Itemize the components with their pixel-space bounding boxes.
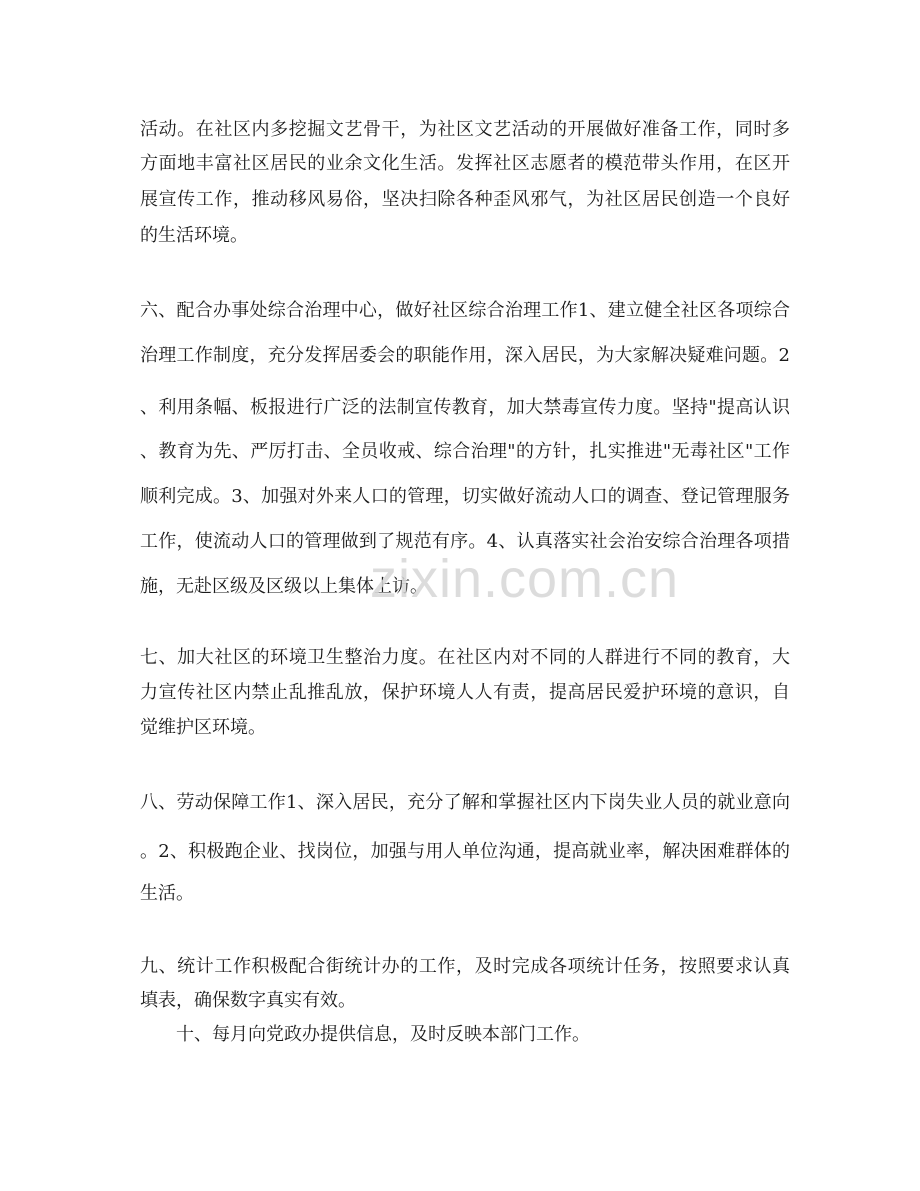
paragraph-line: 力宣传社区内禁止乱推乱放，保护环境人人有责，提高居民爱护环境的意识，自 — [140, 682, 790, 703]
paragraph-line: 活动。在社区内多挖掘文艺骨干，为社区文艺活动的开展做好准备工作，同时多 — [140, 119, 790, 140]
paragraph-line: 顺利完成。3、加强对外来人口的管理，切实做好流动人口的调查、登记管理服务 — [140, 486, 790, 507]
paragraph-line: 工作，使流动人口的管理做到了规范有序。4、认真落实社会治安综合治理各项措 — [140, 531, 790, 552]
paragraph-line: 展宣传工作，推动移风易俗，坚决扫除各种歪风邪气，为社区居民创造一个良好 — [140, 189, 790, 210]
paragraph-line: 十、每月向党政办提供信息，及时反映本部门工作。 — [176, 1024, 590, 1045]
paragraph-line: 觉维护区环境。 — [140, 717, 266, 738]
paragraph-line: 生活。 — [140, 883, 194, 904]
paragraph-line: 填表，确保数字真实有效。 — [140, 990, 356, 1011]
paragraph-line: 、利用条幅、板报进行广泛的法制宣传教育，加大禁毒宣传力度。坚持"提高认识 — [140, 397, 790, 418]
paragraph-line: 六、配合办事处综合治理中心，做好社区综合治理工作1、建立健全社区各项综合 — [140, 300, 790, 321]
paragraph-line: 七、加大社区的环境卫生整治力度。在社区内对不同的人群进行不同的教育，大 — [140, 647, 790, 668]
paragraph-line: 九、统计工作积极配合街统计办的工作，及时完成各项统计任务，按照要求认真 — [140, 956, 790, 977]
paragraph-line: 的生活环境。 — [140, 225, 248, 246]
paragraph-line: 施，无赴区级及区级以上集体上访。 — [140, 576, 428, 597]
paragraph-line: 、教育为先、严厉打击、全员收戒、综合治理"的方针，扎实推进"无毒社区"工作 — [140, 441, 790, 462]
paragraph-line: 方面地丰富社区居民的业余文化生活。发挥社区志愿者的模范带头作用，在区开 — [140, 153, 790, 174]
watermark: zixin.com.cn — [370, 549, 680, 609]
paragraph-line: 。2、积极跑企业、找岗位，加强与用人单位沟通，提高就业率，解决困难群体的 — [140, 841, 790, 862]
paragraph-line: 八、劳动保障工作1、深入居民，充分了解和掌握社区内下岗失业人员的就业意向 — [140, 792, 790, 813]
paragraph-line: 治理工作制度，充分发挥居委会的职能作用，深入居民，为大家解决疑难问题。2 — [140, 345, 790, 366]
